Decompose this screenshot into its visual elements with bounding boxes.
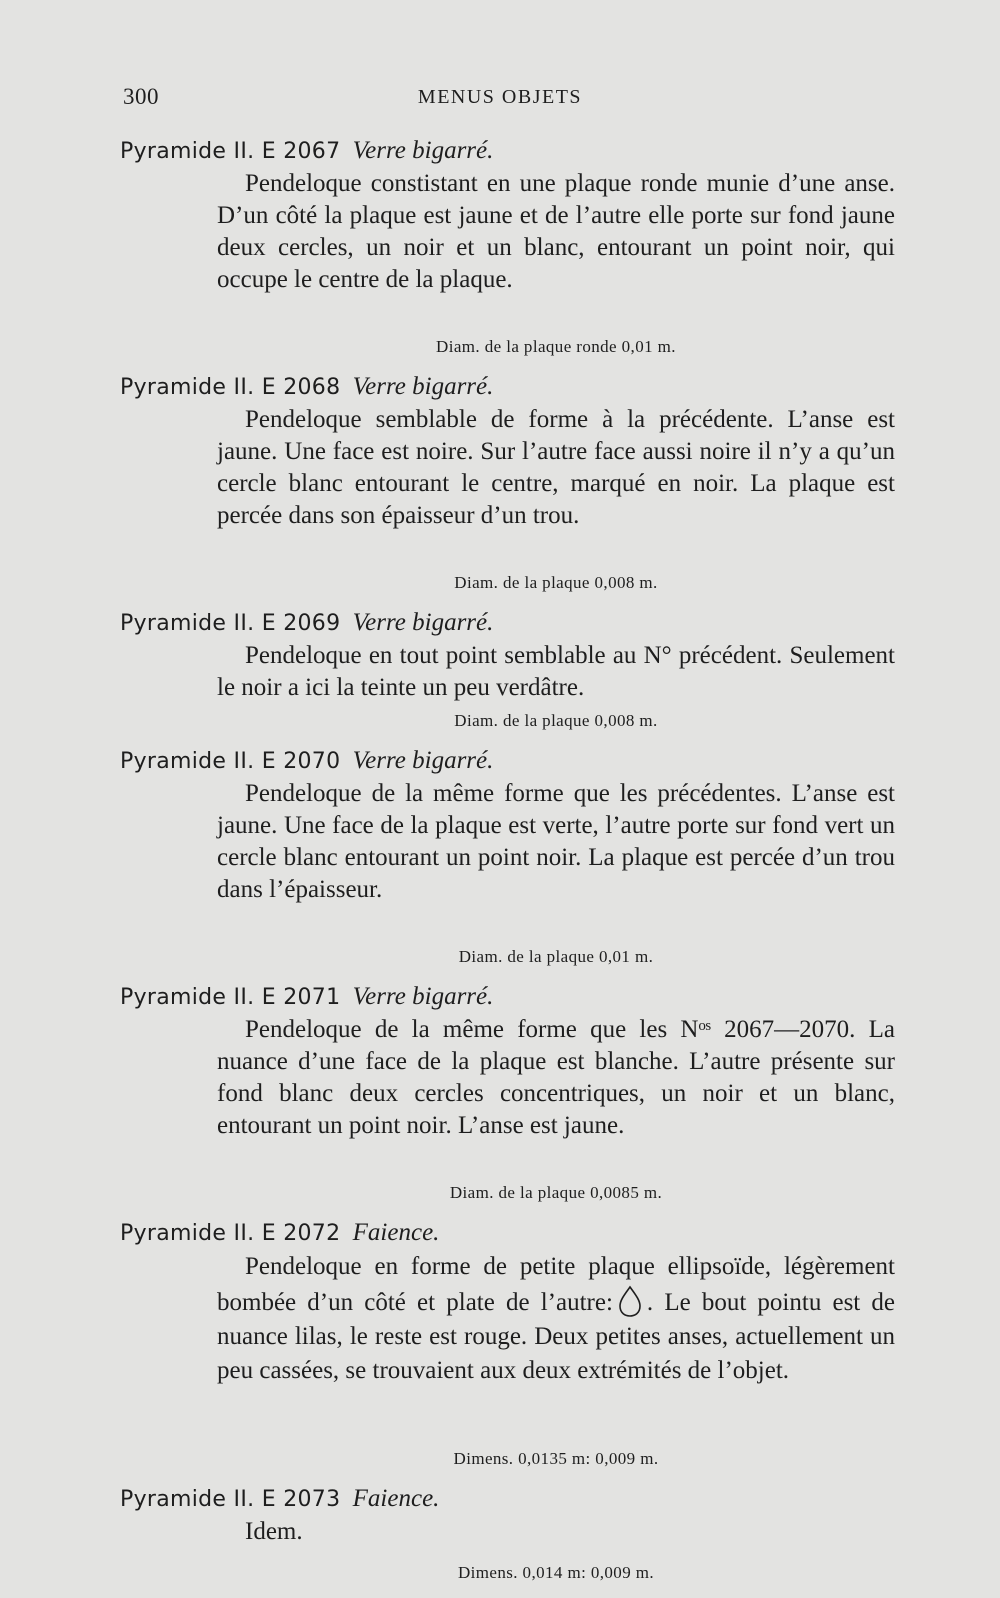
entry-description: Idem.	[245, 1518, 303, 1545]
entry-material: Verre bigarré.	[352, 373, 494, 400]
catalogue-entry	[120, 608, 895, 732]
entry-id: Pyramide II. E 2067	[120, 139, 341, 164]
entry-description: Pendeloque de la même forme que les Nᵒˢ 2067—2070. La nuance d’une face de la plaque est blanche. L’autre présente sur fond blanc deux cercles concentriques, un noir et un blanc, entourant un point noir. L’anse est jaune.	[217, 1016, 895, 1139]
catalogue-entry	[120, 982, 895, 1204]
page-number: 300	[123, 84, 159, 109]
entry-heading	[120, 1484, 895, 1516]
entry-id: Pyramide II. E 2068	[120, 375, 341, 400]
catalogue-entry	[120, 136, 895, 358]
entry-description-part: Pendeloque en forme de petite plaque ellipsoïde, légèrement bombée d’un côté et plate de l’autre:	[217, 1253, 895, 1316]
entry-description	[217, 1250, 895, 1442]
entry-description: Pendeloque en tout point semblable au N° précédent. Seulement le noir a ici la teinte un peu verdâtre.	[217, 642, 895, 701]
entry-heading	[120, 746, 895, 778]
entry-material: Verre bigarré.	[352, 609, 494, 636]
entry-material: Faience.	[352, 1485, 440, 1512]
catalogue-entry	[120, 1218, 895, 1470]
entry-measurement: Diam. de la plaque ronde 0,01 m.	[436, 337, 676, 356]
entry-id: Pyramide II. E 2073	[120, 1487, 341, 1512]
entry-heading	[120, 136, 895, 168]
entry-measurement: Diam. de la plaque 0,008 m.	[454, 711, 658, 730]
catalogue-entries	[120, 136, 895, 1598]
entry-measurement: Diam. de la plaque 0,01 m.	[458, 947, 654, 966]
entry-description: Pendeloque constistant en une plaque ronde munie d’une anse. D’un côté la plaque est jaune et de l’autre elle porte sur fond jaune deux cercles, un noir et un blanc, entourant un point noir, qui occupe le centre de la plaque.	[217, 170, 895, 293]
catalogue-entry	[120, 746, 895, 968]
entry-description-part: . Le bout pointu est de nuance lilas, le reste est rouge. Deux petites anses, actuellement un peu cassées, se trouvaient aux deux extrémités de l’objet.	[217, 1289, 895, 1384]
entry-material: Verre bigarré.	[352, 983, 494, 1010]
entry-id: Pyramide II. E 2069	[120, 611, 341, 636]
entry-id: Pyramide II. E 2071	[120, 985, 341, 1010]
entry-description: Pendeloque semblable de forme à la précédente. L’anse est jaune. Une face est noire. Sur l’autre face aussi noire il n’y a qu’un cercle blanc entourant le centre, marqué en noir. La plaque est percée dans son épaisseur d’un trou.	[217, 406, 895, 529]
pendant-shape-icon	[617, 1284, 643, 1318]
entry-material: Verre bigarré.	[352, 137, 494, 164]
catalogue-entry	[120, 372, 895, 594]
entry-id: Pyramide II. E 2070	[120, 749, 341, 774]
entry-measurement: Dimens. 0,0135 m: 0,009 m.	[453, 1449, 659, 1468]
entry-id: Pyramide II. E 2072	[120, 1221, 341, 1246]
entry-heading	[120, 982, 895, 1014]
entry-measurement: Dimens. 0,014 m: 0,009 m.	[457, 1563, 655, 1582]
entry-heading	[120, 1218, 895, 1250]
entry-description: Pendeloque de la même forme que les précédentes. L’anse est jaune. Une face de la plaque est verte, l’autre porte sur fond vert un cercle blanc entourant un point noir. La plaque est percée d’un trou dans l’épaisseur.	[217, 780, 895, 903]
entry-material: Verre bigarré.	[352, 747, 494, 774]
entry-measurement: Diam. de la plaque 0,0085 m.	[449, 1183, 663, 1202]
entry-measurement: Diam. de la plaque 0,008 m.	[454, 573, 658, 592]
running-head	[0, 84, 1000, 114]
entry-heading	[120, 372, 895, 404]
entry-heading	[120, 608, 895, 640]
catalogue-entry	[120, 1484, 895, 1584]
running-title: MENUS OBJETS	[417, 86, 583, 108]
entry-material: Faience.	[352, 1219, 440, 1246]
